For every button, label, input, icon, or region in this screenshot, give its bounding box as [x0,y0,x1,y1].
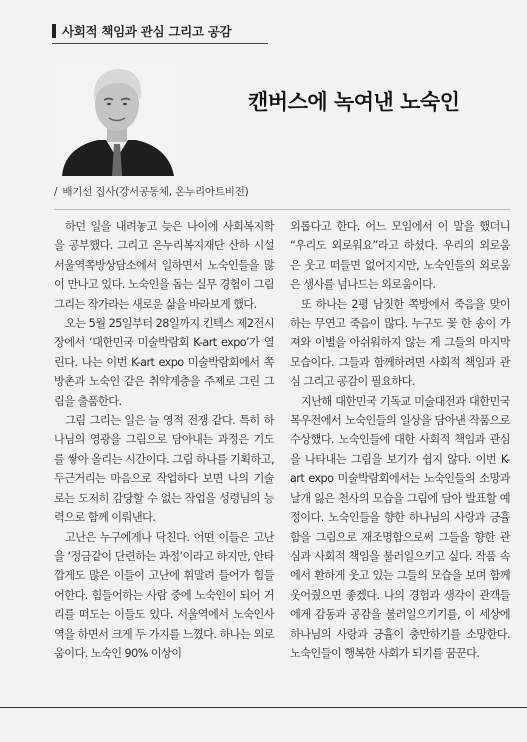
paragraph: 외롭다고 한다. 어느 모임에서 이 말을 했더니 “우리도 외로워요”라고 하셨다. 우리의 외로움은 웃고 떠들면 없어지지만, 노숙인들의 외로움은 생사를 넘나드는 외로움이다. [290,220,510,292]
byline [54,184,510,210]
article-headline: 캔버스에 녹여낸 노숙인 [248,90,460,114]
paragraph: 고난은 누구에게나 닥친다. 어떤 이들은 고난을 ‘정금같이 단련하는 과정’이라고 하지만, 안타깝게도 많은 이들이 고난에 휘말려 들어가 힘들어한다. 힘들어하는 사람 중에 노숙인이 되어 거리를 떠도는 이들도 있다. 서울역에서 노숙인사역을 하면서 크게 두 가지를 느꼈다. 하나는 외로움이다. 노숙인 90% 이상이 [54,530,274,660]
section-marker [52,24,56,38]
paragraph: 하던 일을 내려놓고 늦은 나이에 사회복지학을 공부했다. 그리고 온누리복지재단 산하 시설 서울역쪽방상담소에서 일하면서 노숙인들을 많이 만나고 있다. 노숙인을 돕는 실무 경험이 그림 그리는 작가라는 새로운 삶을 바라보게 했다. [54,220,274,311]
byline-slash: / [54,186,58,198]
paragraph: 오는 5월 25일부터 28일까지 킨텍스 제2전시장에서 ‘대한민국 미술박람회 K-art expo’가 열린다. 나는 이번 K-art expo 미술박람회에서 쪽방촌과 노숙인 같은 취약계층을 주제로 그린 그림을 출품한다. [54,317,274,408]
author-photo [54,58,180,176]
bottom-divider [0,707,527,708]
article-column-right [290,217,510,663]
paragraph: 그림 그리는 일은 늘 영적 전쟁 같다. 특히 하나님의 영광을 그림으로 담아내는 과정은 기도를 쌓아 올리는 시간이다. 그림 하나를 기획하고, 두근거리는 마음으로 작업하다 보면 나의 기술로는 도저히 감당할 수 없는 작업을 성령님의 능력으로 함께 이뤄낸다. [54,414,274,525]
byline-author: 배기선 집사(강서공동체, 온누리아트비전) [62,186,249,198]
paragraph: 또 하나는 2평 남짓한 쪽방에서 죽음을 맞이하는 무연고 죽음이 많다. 누구도 꽃 한 송이 가져와 이별을 아쉬워하지 않는 게 그들의 마지막 모습이다. 그들과 함께하려면 사회적 책임과 관심 그리고 공감이 필요하다. [290,297,510,389]
paragraph: 지난해 대한민국 기독교 미술대전과 대한민국 목우전에서 노숙인들의 일상을 담아낸 작품으로 수상했다. 노숙인들에 대한 사회적 책임과 관심을 나타내는 그림을 보기가 쉽지 않다. 이번 K-art expo 미술박람회에서는 노숙인들의 소망과 날개 잃은 천사의 모습을 그림에 담아 발표할 예정이다. 노숙인들을 향한 하나님의 사랑과 긍휼함을 그림으로 재조명함으로써 그들을 향한 관심과 사회적 책임을 불러일으키고 싶다. 작품 속에서 환하게 웃고 있는 그들의 모습을 보며 함께 웃어줬으면 좋겠다. 나의 경험과 생각이 관객들에게 감동과 공감을 불러일으키기를, 이 세상에 하나님의 사랑과 긍휼이 충만하기를 소망한다. 노숙인들이 행복한 사회가 되기를 꿈꾼다. [290,394,510,660]
section-title: 사회적 책임과 관심 그리고 공감 [62,24,232,39]
section-header [52,22,268,44]
article-column-left [54,217,274,663]
